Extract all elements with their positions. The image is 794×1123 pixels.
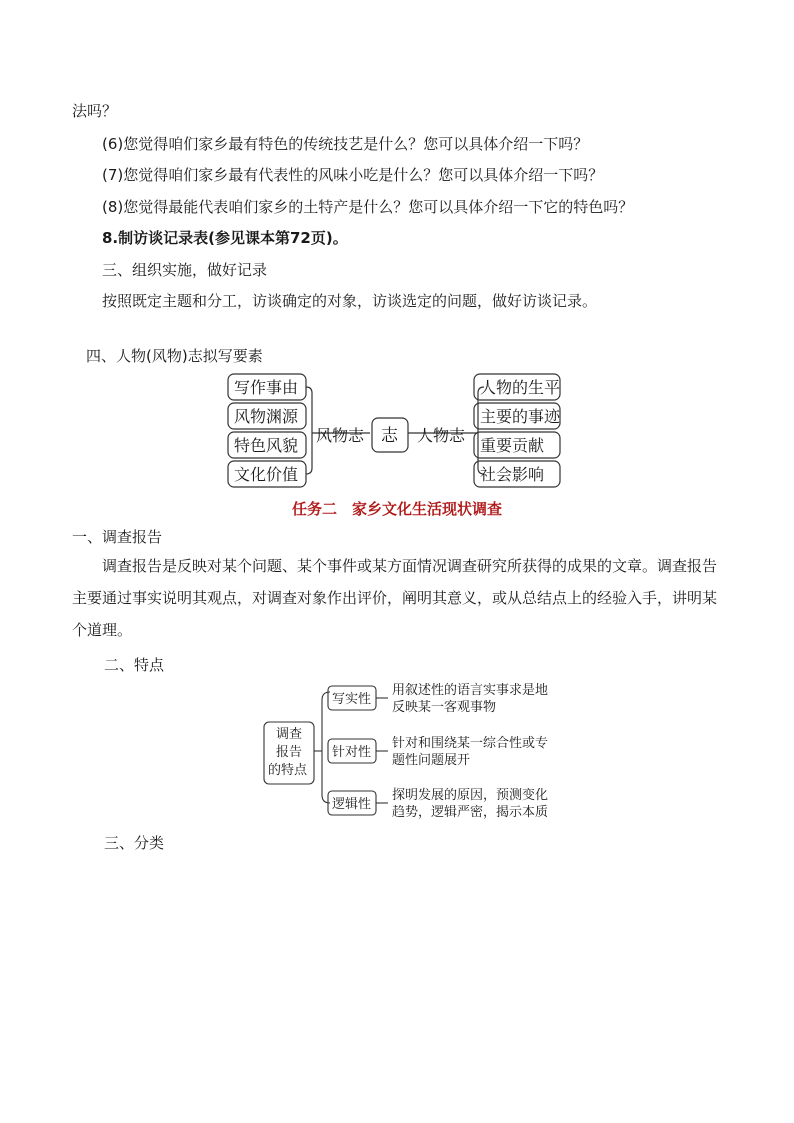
left-item: 文化价值 [234,465,299,484]
features-diagram [260,678,580,826]
root-line: 的特点 [268,763,308,778]
task-2-title: 任务二 家乡文化生活现状调查 [291,500,502,518]
heading-features: 二、特点 [104,656,165,674]
feature-label: 逻辑性 [332,797,372,812]
feature-desc: 用叙述性的语言实事求是地 [392,683,549,698]
question-6: (6)您觉得咱们家乡最有特色的传统技艺是什么？您可以具体介绍一下吗？ [102,135,589,153]
step-3-heading: 三、组织实施，做好记录 [102,261,268,279]
feature-label: 针对性 [332,745,372,760]
root-line: 调查 [276,727,303,742]
question-7: (7)您觉得咱们家乡最有代表性的风味小吃是什么？您可以具体介绍一下吗？ [102,166,604,184]
section-4-heading: 四、人物(风物)志拟写要素 [86,347,263,365]
feature-desc: 探明发展的原因，预测变化 [392,788,549,803]
step-3-text: 按照既定主题和分工，访谈确定的对象，访谈选定的问题，做好访谈记录。 [102,292,598,310]
feature-desc: 反映某一客观事物 [392,700,497,715]
feature-desc: 题性问题展开 [392,753,471,768]
step-8: 8.制访谈记录表(参见课本第72页)。 [102,229,348,247]
root-line: 报告 [276,745,303,760]
survey-report-paragraph: 调查报告是反映对某个问题、某个事件或某方面情况调查研究所获得的成果的文章。调查报告主要通过事实说明其观点，对调查对象作出评价，阐明其意义，或从总结点上的经验入手，讲明某个道理。 [72,557,718,639]
left-bracket [306,387,312,474]
feature-desc: 趋势，逻辑严密，揭示本质 [392,805,549,820]
continuation-text: 法吗？ [72,102,118,120]
left-label: 风物志 [316,426,365,445]
zhi-diagram [220,370,570,495]
heading-classification: 三、分类 [104,834,165,852]
right-label: 人物志 [417,426,466,445]
right-item: 重要贡献 [480,436,545,455]
left-item: 写作事由 [234,378,299,397]
question-8: (8)您觉得最能代表咱们家乡的土特产是什么？您可以具体介绍一下它的特色吗？ [102,198,634,216]
left-item: 风物渊源 [234,407,299,426]
right-item: 人物的生平 [480,378,561,397]
right-item: 主要的事迹 [480,407,561,426]
feature-label: 写实性 [332,692,372,707]
heading-survey-report: 一、调查报告 [72,528,163,546]
center-label: 志 [381,426,398,446]
feature-desc: 针对和围绕某一综合性或专 [392,736,549,751]
right-item: 社会影响 [480,465,545,484]
left-item: 特色风貌 [234,436,299,455]
